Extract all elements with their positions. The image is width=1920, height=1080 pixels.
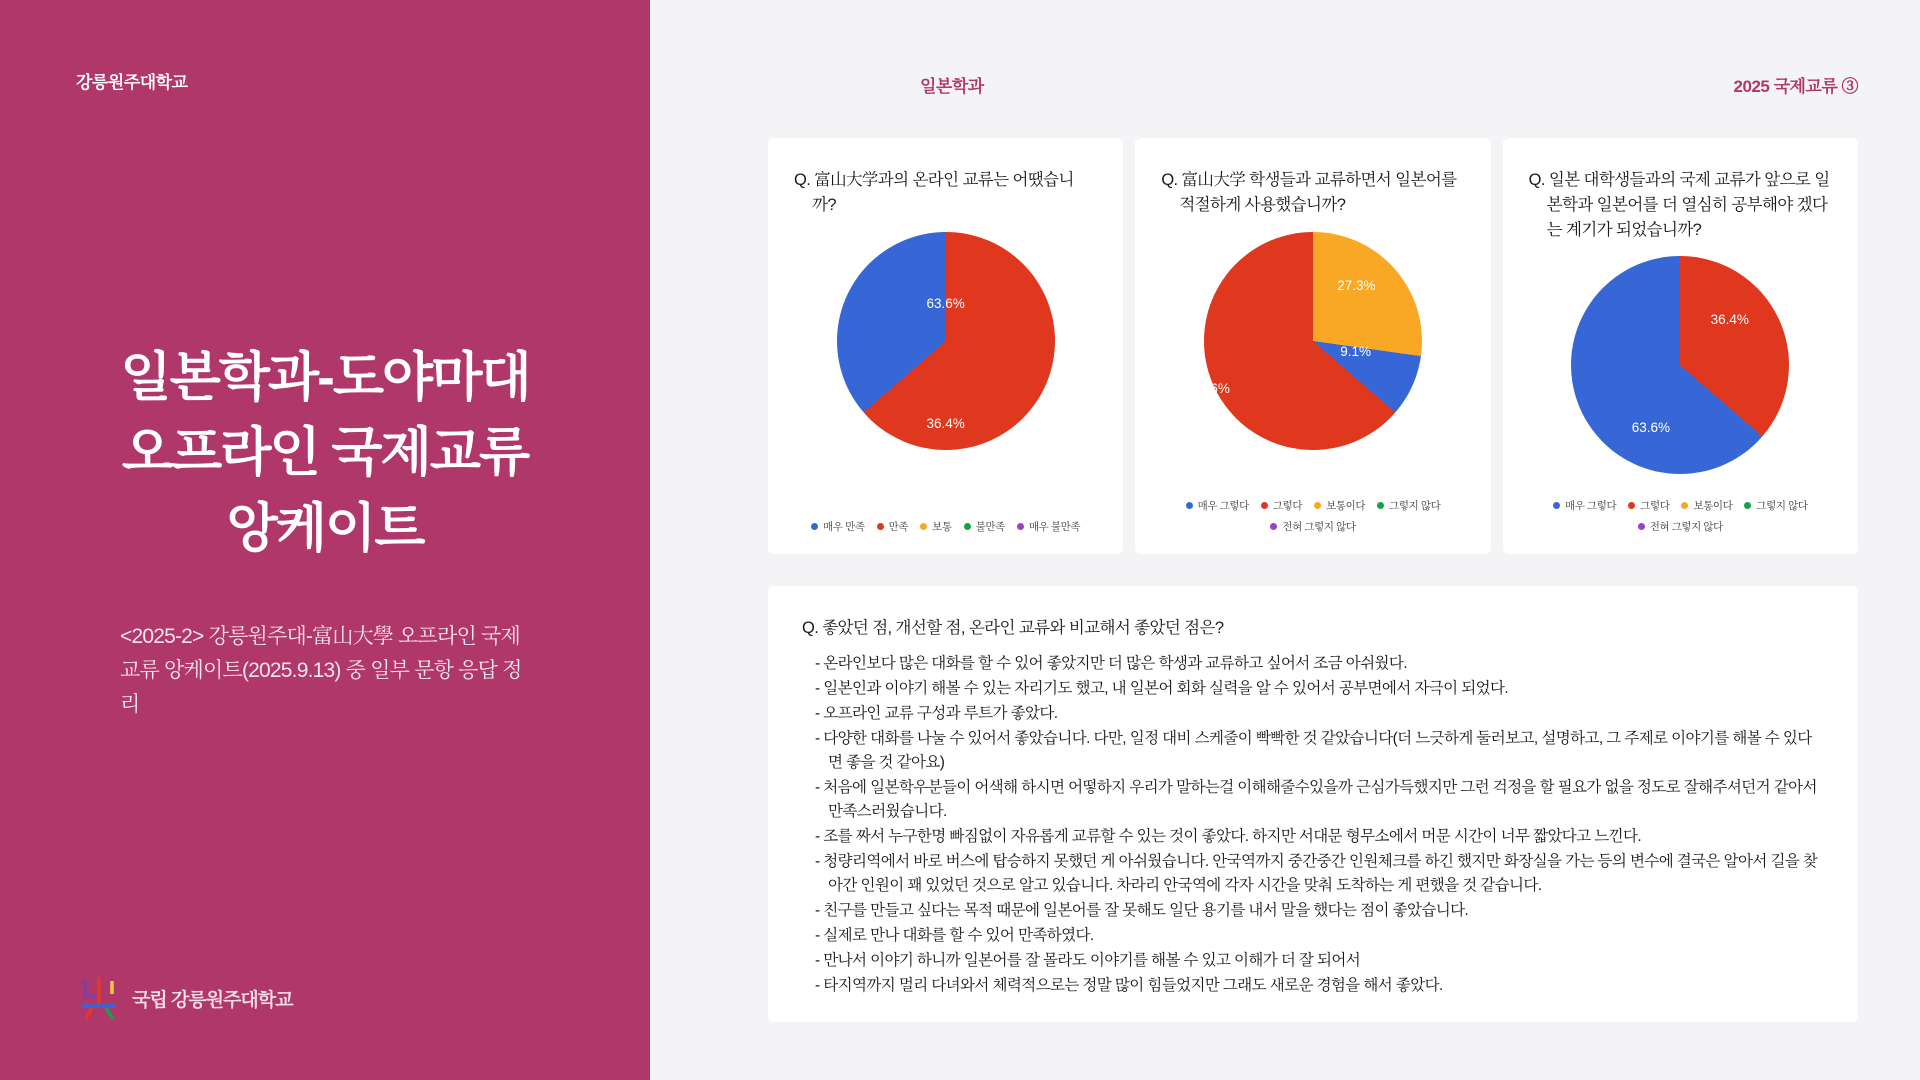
chart-1-label-red: 63.6% — [926, 295, 965, 311]
legend-item — [1553, 498, 1616, 513]
chart-card-2 — [1135, 138, 1490, 554]
list-item: - 실제로 만나 대화를 할 수 있어 만족하였다. — [815, 927, 1094, 945]
legend-dot-icon — [1681, 502, 1688, 509]
university-name: 강릉원주대학교 — [76, 73, 188, 92]
legend-dot-icon — [964, 523, 971, 530]
page-title-line-1: 일본학과-도야마대 — [120, 348, 530, 407]
chart-3-label-red: 36.4% — [1710, 312, 1749, 328]
chart-card-1 — [768, 138, 1123, 554]
legend-item — [1186, 498, 1249, 513]
legend-item — [920, 519, 952, 534]
comments-card — [768, 586, 1858, 1022]
chart-2-label-orange: 27.3% — [1337, 277, 1376, 293]
list-item: - 만나서 이야기 하니까 일본어를 잘 몰라도 이야기를 해볼 수 있고 이해가 더 잘 되어서 — [815, 952, 1361, 970]
legend-dot-icon — [1270, 523, 1277, 530]
list-item: - 오프라인 교류 구성과 루트가 좋았다. — [815, 705, 1058, 723]
subtitle-description: <2025-2> 강릉원주대-富山大學 오프라인 국제교류 앙케이트(2025.9.13) 중 일부 문항 응답 정리 — [120, 625, 522, 717]
legend-dot-icon — [1314, 502, 1321, 509]
legend-label: 매우 그렇다 — [1564, 500, 1617, 512]
legend-label: 전혀 그렇지 않다 — [1649, 521, 1723, 533]
chart-2-pie — [1204, 232, 1422, 450]
chart-1-question: Q. 富山大学과의 온라인 교류는 어땠습니까? — [794, 171, 1074, 214]
legend-dot-icon — [1744, 502, 1751, 509]
charts-row — [768, 138, 1858, 554]
legend-label: 매우 그렇다 — [1197, 500, 1249, 512]
list-item: - 조를 짜서 누구한명 빠짐없이 자유롭게 교류할 수 있는 것이 좋았다. 하지만 서대문 형무소에서 머문 시간이 너무 짧았다고 느낀다. — [815, 828, 1642, 846]
legend-dot-icon — [1553, 502, 1560, 509]
legend-item — [964, 519, 1005, 534]
legend-label: 만족 — [888, 521, 909, 533]
chart-3-label-blue: 63.6% — [1631, 420, 1671, 436]
chart-3-pie — [1571, 256, 1789, 474]
chart-2-label-blue: 9.1% — [1340, 343, 1372, 359]
list-item: - 청량리역에서 바로 버스에 탑승하지 못했던 게 아쉬웠습니다. 안국역까지 중간중간 인원체크를 하긴 했지만 화장실을 가는 등의 변수에 결국은 알아서 길을 찾아간 인원이 꽤 있었던 것으로 알고 있습니다. 차라리 안국역에 각자 시간을 맞춰 도착하는 게 편했을 것 같습니다. — [815, 853, 1818, 895]
legend-item — [1261, 498, 1302, 513]
page-title-line-3: 앙케이트 — [226, 498, 424, 558]
chart-1-pie-area — [794, 226, 1097, 461]
legend-label: 그렇다 — [1272, 500, 1303, 512]
list-item: - 타지역까지 멀리 다녀와서 체력적으로는 정말 많이 힘들었지만 그래도 새로운 경험을 해서 좋았다. — [815, 977, 1443, 995]
legend-label: 매우 만족 — [823, 521, 865, 533]
chart-3-legend — [1503, 498, 1858, 534]
legend-label: 매우 불만족 — [1028, 521, 1081, 533]
chart-3-question: Q. 일본 대학생들과의 국제 교류가 앞으로 일본학과 일본어를 더 열심히 공부해야 겠다는 계기가 되었습니까? — [1528, 171, 1830, 239]
page-title — [0, 340, 650, 566]
legend-dot-icon — [811, 523, 818, 530]
right-panel — [650, 0, 1920, 1080]
list-item: - 온라인보다 많은 대화를 할 수 있어 좋았지만 더 많은 학생과 교류하고 싶어서 조금 아쉬웠다. — [815, 655, 1407, 672]
page-title-line-2: 오프라인 국제교류 — [121, 423, 529, 483]
left-panel — [0, 0, 650, 1080]
chart-card-3 — [1503, 138, 1858, 554]
legend-item — [1377, 498, 1440, 513]
legend-label: 그렇지 않다 — [1389, 500, 1441, 512]
chart-1-legend — [768, 519, 1123, 534]
legend-item — [811, 519, 865, 534]
legend-dot-icon — [877, 523, 884, 530]
legend-dot-icon — [1377, 502, 1384, 509]
legend-item — [1270, 519, 1355, 534]
legend-label: 그렇지 않다 — [1756, 500, 1808, 512]
chart-1-label-blue: 36.4% — [926, 415, 965, 431]
legend-label: 보통이다 — [1693, 500, 1733, 512]
legend-dot-icon — [1017, 523, 1024, 530]
legend-label: 보통이다 — [1326, 500, 1366, 512]
chart-2-label-red: 63.6% — [1191, 380, 1230, 396]
legend-dot-icon — [1186, 502, 1193, 509]
legend-item — [1638, 519, 1723, 534]
legend-label: 불만족 — [975, 521, 1005, 533]
comments-question: Q. 좋았던 점, 개선할 점, 온라인 교류와 비교해서 좋았던 점은? — [802, 619, 1224, 637]
legend-dot-icon — [920, 523, 927, 530]
legend-item — [1744, 498, 1807, 513]
list-item: - 일본인과 이야기 해볼 수 있는 자리기도 했고, 내 일본어 회화 실력을 알 수 있어서 공부면에서 자극이 되었다. — [815, 680, 1509, 698]
chart-2-pie-area — [1161, 226, 1464, 461]
legend-item — [877, 519, 909, 534]
legend-item — [1314, 498, 1365, 513]
legend-item — [1628, 498, 1669, 513]
list-item: - 다양한 대화를 나눌 수 있어서 좋았습니다. 다만, 일정 대비 스케줄이 빡빡한 것 같았습니다(더 느긋하게 둘러보고, 설명하고, 그 주제로 이야기를 해볼 수 있다면 좋을 것 같아요) — [815, 730, 1812, 772]
legend-dot-icon — [1628, 502, 1635, 509]
chart-3-pie-area — [1529, 250, 1832, 485]
legend-item — [1017, 519, 1080, 534]
university-logo-icon — [76, 974, 122, 1022]
department-label: 일본학과 — [920, 77, 984, 96]
legend-dot-icon — [1638, 523, 1645, 530]
legend-label: 그렇다 — [1640, 500, 1670, 512]
logo — [76, 974, 292, 1022]
page-number-label: 2025 국제교류 ③ — [1733, 77, 1858, 96]
list-item: - 처음에 일본학우분들이 어색해 하시면 어떻하지 우리가 말하는걸 이해해줄수있을까 근심가득했지만 그런 걱정을 할 필요가 없을 정도로 잘해주셔던거 같아서 만족스러웠습니다. — [815, 779, 1817, 821]
legend-item — [1681, 498, 1732, 513]
list-item: - 친구를 만들고 싶다는 목적 때문에 일본어를 잘 못해도 일단 용기를 내서 말을 했다는 점이 좋았습니다. — [815, 902, 1469, 920]
chart-2-legend — [1135, 498, 1490, 534]
legend-label: 보통 — [932, 521, 952, 533]
legend-label: 전혀 그렇지 않다 — [1282, 521, 1356, 533]
legend-dot-icon — [1261, 502, 1268, 509]
chart-2-question: Q. 富山大学 학생들과 교류하면서 일본어를 적절하게 사용했습니까? — [1161, 171, 1457, 214]
logo-text: 국립 강릉원주대학교 — [132, 989, 293, 1011]
